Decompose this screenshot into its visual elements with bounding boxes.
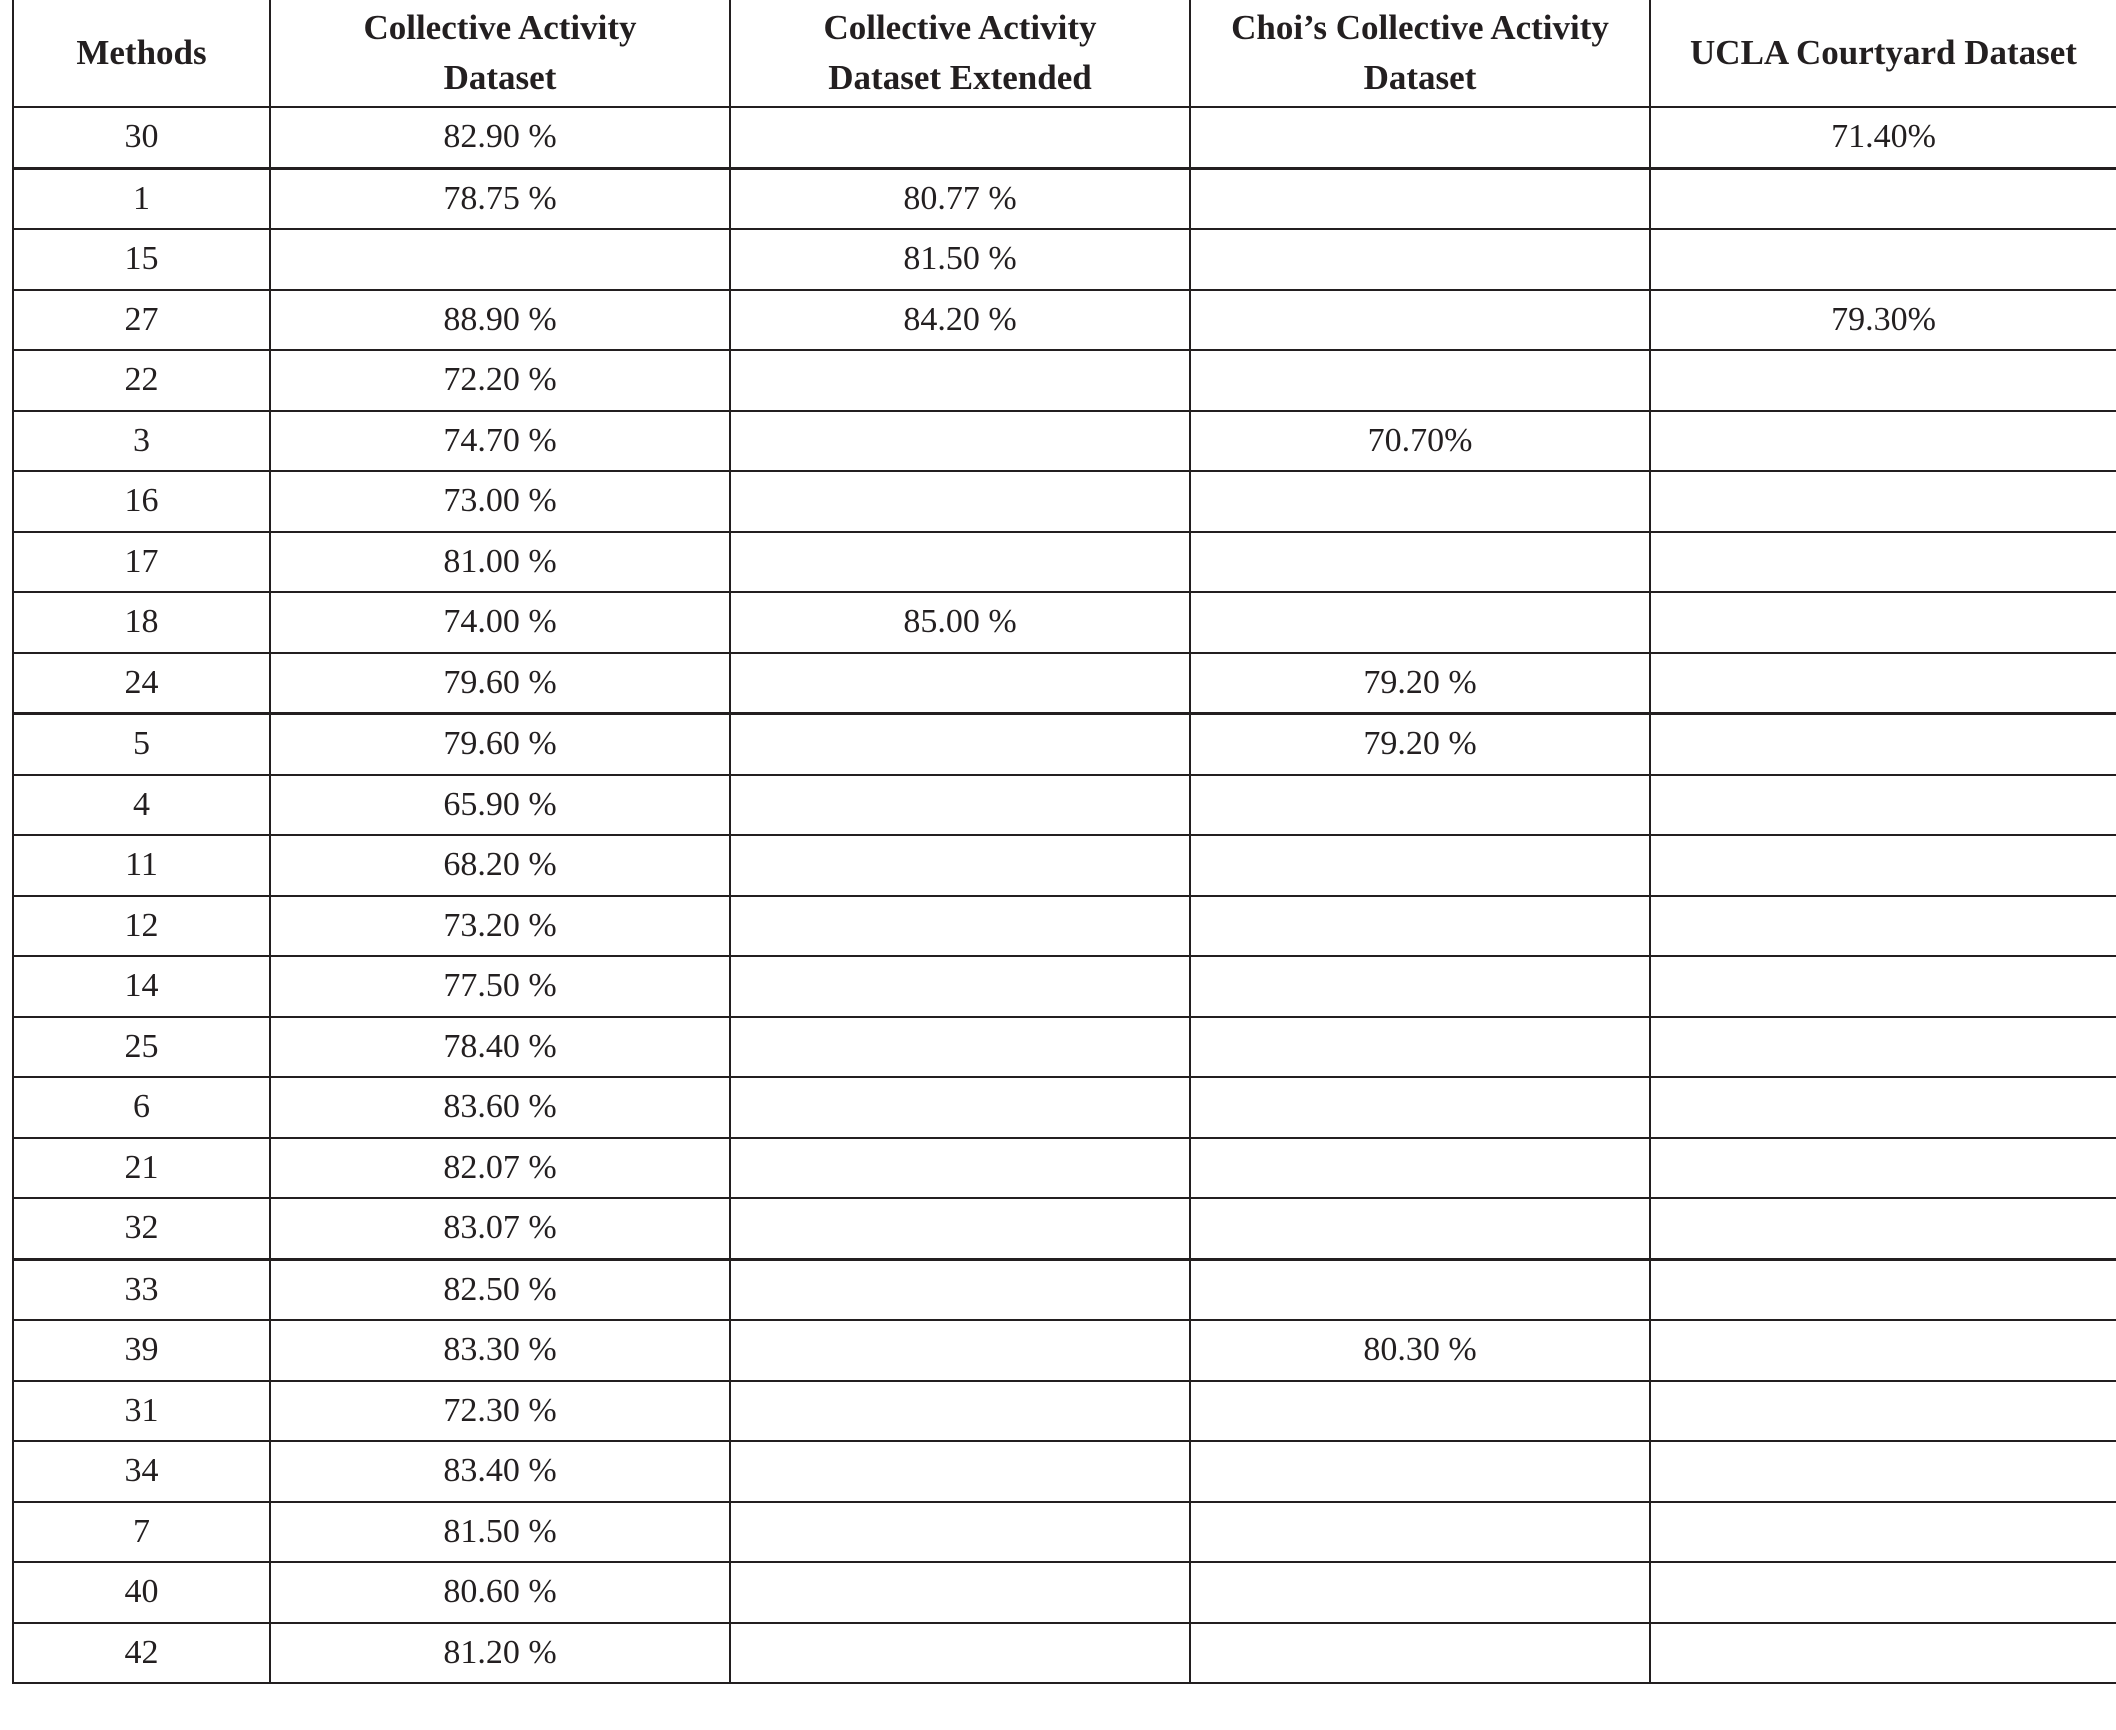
cad-extended-cell: 85.00 % bbox=[730, 592, 1190, 653]
cad-extended-cell bbox=[730, 1138, 1190, 1199]
method-cell: 27 bbox=[13, 290, 270, 351]
method-cell: 40 bbox=[13, 1562, 270, 1623]
method-cell: 32 bbox=[13, 1198, 270, 1259]
cad-cell: 74.00 % bbox=[270, 592, 730, 653]
choi-cad-cell bbox=[1190, 532, 1650, 593]
cad-cell: 72.30 % bbox=[270, 1381, 730, 1442]
table-row bbox=[13, 1077, 2116, 1138]
table-row bbox=[13, 290, 2116, 351]
ucla-courtyard-cell bbox=[1650, 1623, 2116, 1684]
table-header bbox=[13, 0, 2116, 107]
choi-cad-cell bbox=[1190, 592, 1650, 653]
ucla-courtyard-cell bbox=[1650, 168, 2116, 229]
cad-extended-cell bbox=[730, 1562, 1190, 1623]
results-table bbox=[12, 0, 2116, 1684]
method-cell: 5 bbox=[13, 714, 270, 775]
method-cell: 24 bbox=[13, 653, 270, 714]
table-row bbox=[13, 1259, 2116, 1320]
cad-cell: 78.75 % bbox=[270, 168, 730, 229]
cad-extended-cell bbox=[730, 1320, 1190, 1381]
choi-cad-cell bbox=[1190, 1502, 1650, 1563]
cad-cell: 78.40 % bbox=[270, 1017, 730, 1078]
choi-cad-cell bbox=[1190, 471, 1650, 532]
table-row bbox=[13, 653, 2116, 714]
table-row bbox=[13, 956, 2116, 1017]
method-cell: 3 bbox=[13, 411, 270, 472]
cad-cell: 82.50 % bbox=[270, 1259, 730, 1320]
table-row bbox=[13, 229, 2116, 290]
choi-cad-cell bbox=[1190, 1441, 1650, 1502]
ucla-courtyard-cell bbox=[1650, 1502, 2116, 1563]
choi-cad-cell: 80.30 % bbox=[1190, 1320, 1650, 1381]
choi-cad-cell bbox=[1190, 896, 1650, 957]
cad-cell: 83.30 % bbox=[270, 1320, 730, 1381]
table-body bbox=[13, 107, 2116, 1683]
header-collective-activity-dataset: Collective Activity Dataset bbox=[270, 0, 730, 107]
cad-extended-cell bbox=[730, 411, 1190, 472]
ucla-courtyard-cell bbox=[1650, 592, 2116, 653]
header-row bbox=[13, 0, 2116, 107]
ucla-courtyard-cell bbox=[1650, 775, 2116, 836]
method-cell: 31 bbox=[13, 1381, 270, 1442]
cad-cell: 72.20 % bbox=[270, 350, 730, 411]
ucla-courtyard-cell bbox=[1650, 1562, 2116, 1623]
cad-extended-cell bbox=[730, 653, 1190, 714]
cad-cell: 81.00 % bbox=[270, 532, 730, 593]
cad-extended-cell bbox=[730, 1502, 1190, 1563]
ucla-courtyard-cell bbox=[1650, 1198, 2116, 1259]
method-cell: 21 bbox=[13, 1138, 270, 1199]
ucla-courtyard-cell bbox=[1650, 653, 2116, 714]
ucla-courtyard-cell bbox=[1650, 350, 2116, 411]
method-cell: 17 bbox=[13, 532, 270, 593]
method-cell: 11 bbox=[13, 835, 270, 896]
ucla-courtyard-cell bbox=[1650, 896, 2116, 957]
cad-extended-cell bbox=[730, 1623, 1190, 1684]
choi-cad-cell bbox=[1190, 1077, 1650, 1138]
table-row bbox=[13, 1198, 2116, 1259]
cad-cell: 81.20 % bbox=[270, 1623, 730, 1684]
table-row bbox=[13, 471, 2116, 532]
method-cell: 34 bbox=[13, 1441, 270, 1502]
cad-extended-cell: 84.20 % bbox=[730, 290, 1190, 351]
cad-extended-cell bbox=[730, 1198, 1190, 1259]
table-row bbox=[13, 107, 2116, 168]
table-row bbox=[13, 835, 2116, 896]
choi-cad-cell bbox=[1190, 835, 1650, 896]
ucla-courtyard-cell bbox=[1650, 714, 2116, 775]
cad-extended-cell bbox=[730, 1259, 1190, 1320]
choi-cad-cell bbox=[1190, 229, 1650, 290]
choi-cad-cell bbox=[1190, 1198, 1650, 1259]
method-cell: 16 bbox=[13, 471, 270, 532]
cad-extended-cell bbox=[730, 1017, 1190, 1078]
cad-cell: 79.60 % bbox=[270, 653, 730, 714]
table-row bbox=[13, 1320, 2116, 1381]
cad-cell: 82.90 % bbox=[270, 107, 730, 168]
choi-cad-cell bbox=[1190, 1562, 1650, 1623]
ucla-courtyard-cell bbox=[1650, 1320, 2116, 1381]
cad-cell bbox=[270, 229, 730, 290]
table-row bbox=[13, 411, 2116, 472]
choi-cad-cell bbox=[1190, 1259, 1650, 1320]
method-cell: 6 bbox=[13, 1077, 270, 1138]
cad-extended-cell: 81.50 % bbox=[730, 229, 1190, 290]
cad-cell: 82.07 % bbox=[270, 1138, 730, 1199]
choi-cad-cell bbox=[1190, 1017, 1650, 1078]
header-chois-collective-activity-dataset: Choi’s Collective Activity Dataset bbox=[1190, 0, 1650, 107]
cad-extended-cell bbox=[730, 714, 1190, 775]
method-cell: 25 bbox=[13, 1017, 270, 1078]
ucla-courtyard-cell bbox=[1650, 1017, 2116, 1078]
ucla-courtyard-cell: 79.30% bbox=[1650, 290, 2116, 351]
cad-extended-cell: 80.77 % bbox=[730, 168, 1190, 229]
choi-cad-cell bbox=[1190, 1381, 1650, 1442]
cad-extended-cell bbox=[730, 896, 1190, 957]
method-cell: 30 bbox=[13, 107, 270, 168]
choi-cad-cell bbox=[1190, 107, 1650, 168]
ucla-courtyard-cell bbox=[1650, 1381, 2116, 1442]
cad-extended-cell bbox=[730, 471, 1190, 532]
method-cell: 1 bbox=[13, 168, 270, 229]
cad-extended-cell bbox=[730, 1441, 1190, 1502]
cad-extended-cell bbox=[730, 775, 1190, 836]
cad-extended-cell bbox=[730, 835, 1190, 896]
method-cell: 33 bbox=[13, 1259, 270, 1320]
table-row bbox=[13, 350, 2116, 411]
ucla-courtyard-cell bbox=[1650, 471, 2116, 532]
cad-cell: 68.20 % bbox=[270, 835, 730, 896]
choi-cad-cell bbox=[1190, 956, 1650, 1017]
method-cell: 39 bbox=[13, 1320, 270, 1381]
ucla-courtyard-cell bbox=[1650, 229, 2116, 290]
cad-extended-cell bbox=[730, 956, 1190, 1017]
method-cell: 7 bbox=[13, 1502, 270, 1563]
cad-extended-cell bbox=[730, 107, 1190, 168]
ucla-courtyard-cell bbox=[1650, 532, 2116, 593]
choi-cad-cell bbox=[1190, 775, 1650, 836]
ucla-courtyard-cell bbox=[1650, 411, 2116, 472]
table-row bbox=[13, 532, 2116, 593]
method-cell: 42 bbox=[13, 1623, 270, 1684]
table-row bbox=[13, 1381, 2116, 1442]
method-cell: 4 bbox=[13, 775, 270, 836]
cad-cell: 83.07 % bbox=[270, 1198, 730, 1259]
choi-cad-cell: 79.20 % bbox=[1190, 653, 1650, 714]
cad-cell: 73.00 % bbox=[270, 471, 730, 532]
method-cell: 15 bbox=[13, 229, 270, 290]
cad-cell: 73.20 % bbox=[270, 896, 730, 957]
ucla-courtyard-cell bbox=[1650, 835, 2116, 896]
ucla-courtyard-cell bbox=[1650, 1259, 2116, 1320]
ucla-courtyard-cell bbox=[1650, 1077, 2116, 1138]
table-row bbox=[13, 592, 2116, 653]
cad-extended-cell bbox=[730, 532, 1190, 593]
cad-cell: 83.40 % bbox=[270, 1441, 730, 1502]
table-row bbox=[13, 775, 2116, 836]
cad-cell: 77.50 % bbox=[270, 956, 730, 1017]
header-collective-activity-dataset-extended: Collective Activity Dataset Extended bbox=[730, 0, 1190, 107]
cad-extended-cell bbox=[730, 1077, 1190, 1138]
table-row bbox=[13, 168, 2116, 229]
table-row bbox=[13, 1441, 2116, 1502]
table-row bbox=[13, 1017, 2116, 1078]
ucla-courtyard-cell bbox=[1650, 956, 2116, 1017]
cad-cell: 81.50 % bbox=[270, 1502, 730, 1563]
table-row bbox=[13, 1562, 2116, 1623]
ucla-courtyard-cell bbox=[1650, 1138, 2116, 1199]
ucla-courtyard-cell: 71.40% bbox=[1650, 107, 2116, 168]
choi-cad-cell bbox=[1190, 168, 1650, 229]
choi-cad-cell bbox=[1190, 1623, 1650, 1684]
cad-cell: 88.90 % bbox=[270, 290, 730, 351]
choi-cad-cell bbox=[1190, 1138, 1650, 1199]
ucla-courtyard-cell bbox=[1650, 1441, 2116, 1502]
choi-cad-cell: 79.20 % bbox=[1190, 714, 1650, 775]
cad-cell: 83.60 % bbox=[270, 1077, 730, 1138]
table-row bbox=[13, 1502, 2116, 1563]
method-cell: 12 bbox=[13, 896, 270, 957]
cad-cell: 80.60 % bbox=[270, 1562, 730, 1623]
method-cell: 14 bbox=[13, 956, 270, 1017]
header-methods: Methods bbox=[13, 0, 270, 107]
method-cell: 18 bbox=[13, 592, 270, 653]
table-row bbox=[13, 1623, 2116, 1684]
header-ucla-courtyard-dataset: UCLA Courtyard Dataset bbox=[1650, 0, 2116, 107]
table-row bbox=[13, 896, 2116, 957]
cad-cell: 65.90 % bbox=[270, 775, 730, 836]
choi-cad-cell: 70.70% bbox=[1190, 411, 1650, 472]
table-row bbox=[13, 1138, 2116, 1199]
table-row bbox=[13, 714, 2116, 775]
cad-extended-cell bbox=[730, 1381, 1190, 1442]
cad-cell: 74.70 % bbox=[270, 411, 730, 472]
cad-cell: 79.60 % bbox=[270, 714, 730, 775]
choi-cad-cell bbox=[1190, 350, 1650, 411]
method-cell: 22 bbox=[13, 350, 270, 411]
cad-extended-cell bbox=[730, 350, 1190, 411]
choi-cad-cell bbox=[1190, 290, 1650, 351]
